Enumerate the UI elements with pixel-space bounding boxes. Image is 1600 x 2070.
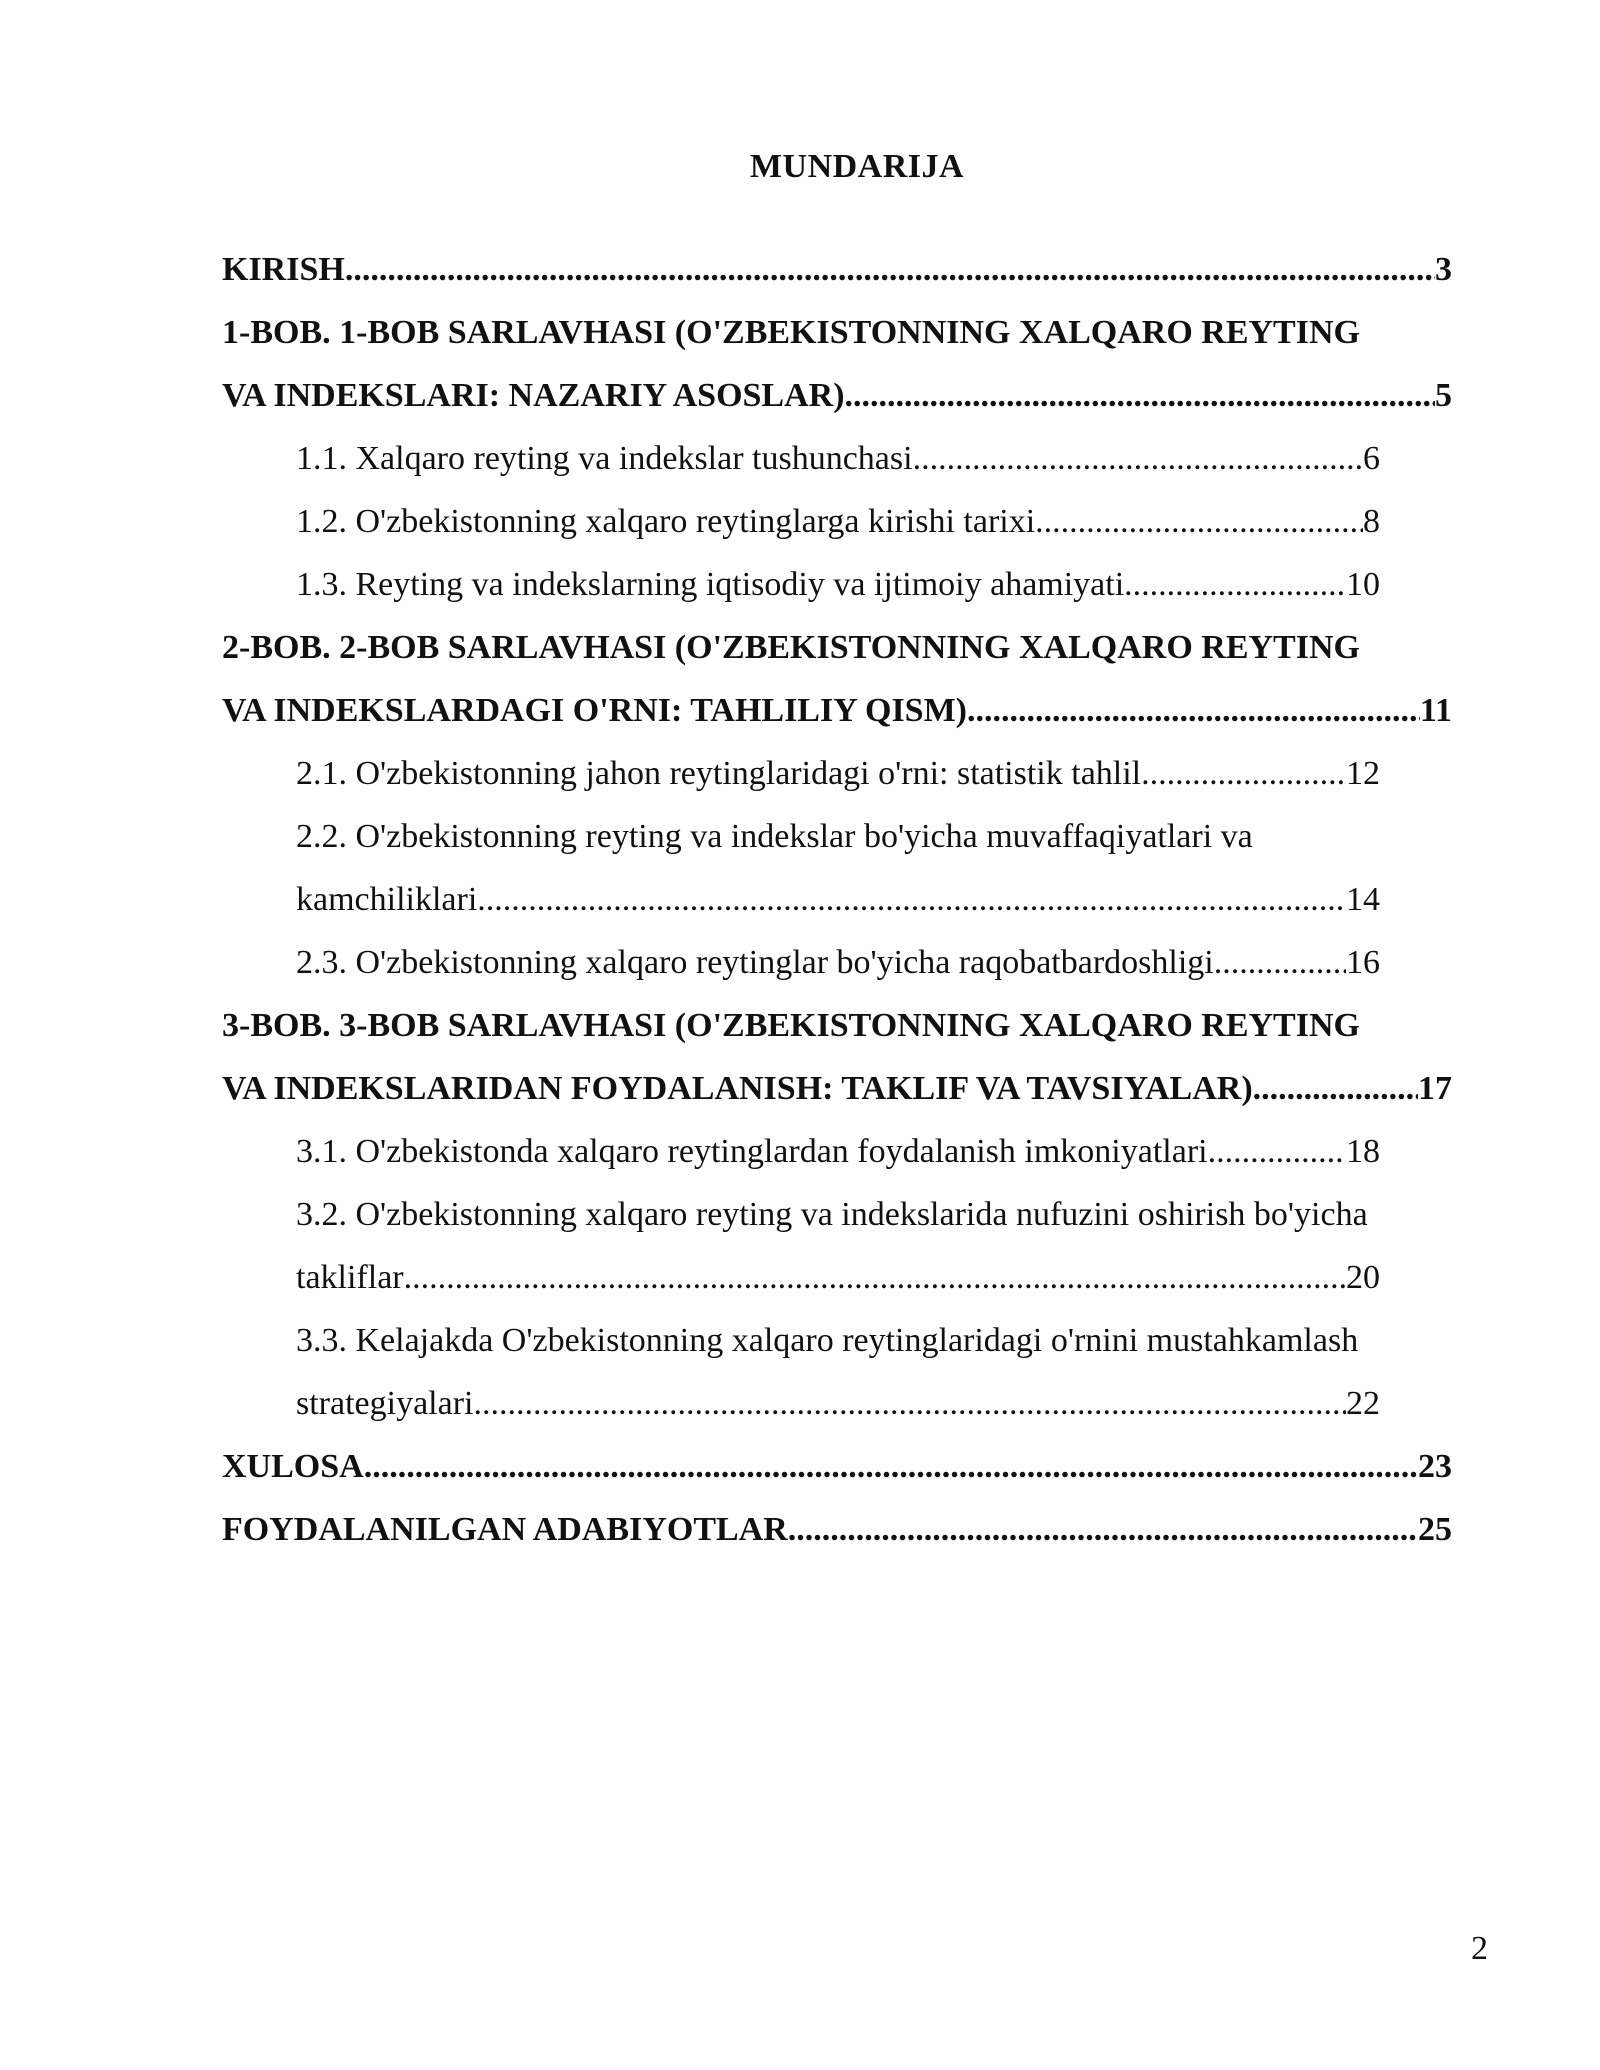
toc-entry-label: VA INDEKSLARIDAN FOYDALANISH: TAKLIF VA TAVSIYALAR) (222, 1070, 1253, 1107)
toc-entry-2-2-title-line[interactable]: 2.2. O'zbekistonning reyting va indekslar bo'yicha muvaffaqiyatlari va (296, 818, 1253, 855)
dot-leader (788, 1498, 1418, 1561)
toc-entry-page: 20 (1346, 1259, 1380, 1296)
toc-entry-label: VA INDEKSLARDAGI O'RNI: TAHLILIY QISM) (222, 692, 967, 729)
toc-entry-chapter-2[interactable] (222, 679, 1452, 742)
toc-entry-kirish[interactable] (222, 238, 1452, 301)
toc-entry-label: FOYDALANILGAN ADABIYOTLAR (222, 1511, 788, 1548)
dot-leader (1208, 1120, 1346, 1183)
toc-entry-page: 11 (1419, 692, 1452, 729)
toc-entry-label: strategiyalari (296, 1385, 474, 1422)
toc-entry-page: 8 (1363, 503, 1380, 540)
dot-leader (477, 868, 1346, 931)
dot-leader (1214, 931, 1346, 994)
toc-entry-page: 12 (1346, 755, 1380, 792)
dot-leader (404, 1246, 1346, 1309)
toc-chapter-1-title-line[interactable]: 1-BOB. 1-BOB SARLAVHASI (O'ZBEKISTONNING XALQARO REYTING (222, 314, 1360, 351)
dot-leader (1253, 1057, 1418, 1120)
toc-entry-chapter-1[interactable] (222, 364, 1452, 427)
toc-entry-2-1[interactable] (296, 742, 1380, 805)
toc-entry-page: 5 (1435, 377, 1452, 414)
toc-entry-3-2-title-line[interactable]: 3.2. O'zbekistonning xalqaro reyting va indekslarida nufuzini oshirish bo'yicha (296, 1196, 1368, 1233)
toc-entry-2-2[interactable] (296, 868, 1380, 931)
toc-entry-page: 3 (1435, 251, 1452, 288)
toc-entry-page: 22 (1346, 1385, 1380, 1422)
toc-entry-chapter-3[interactable] (222, 1057, 1452, 1120)
toc-entry-1-3[interactable] (296, 553, 1380, 616)
toc-entry-3-3[interactable] (296, 1372, 1380, 1435)
toc-entry-label: XULOSA (222, 1448, 364, 1485)
toc-entry-label: kamchiliklari (296, 881, 478, 918)
toc-entry-page: 25 (1418, 1511, 1452, 1548)
table-of-contents (222, 238, 1452, 1561)
page-number: 2 (1471, 1930, 1488, 1967)
toc-entry-3-1[interactable] (296, 1120, 1380, 1183)
toc-entry-page: 14 (1346, 881, 1380, 918)
toc-entry-page: 16 (1346, 944, 1380, 981)
dot-leader (1141, 742, 1346, 805)
toc-entry-xulosa[interactable] (222, 1435, 1452, 1498)
toc-entry-label: 1.3. Reyting va indekslarning iqtisodiy va ijtimoiy ahamiyati (296, 566, 1125, 603)
toc-entry-page: 18 (1346, 1133, 1380, 1170)
toc-chapter-3-title-line[interactable]: 3-BOB. 3-BOB SARLAVHASI (O'ZBEKISTONNING XALQARO REYTING (222, 1007, 1360, 1044)
toc-entry-label: VA INDEKSLARI: NAZARIY ASOSLAR) (222, 377, 845, 414)
toc-entry-label: takliflar (296, 1259, 404, 1296)
toc-entry-3-3-title-line[interactable]: 3.3. Kelajakda O'zbekistonning xalqaro reytinglaridagi o'rnini mustahkamlash (296, 1322, 1359, 1359)
dot-leader (845, 364, 1435, 427)
toc-entry-1-2[interactable] (296, 490, 1380, 553)
dot-leader (1035, 490, 1363, 553)
dot-leader (473, 1372, 1346, 1435)
toc-entry-label: 3.1. O'zbekistonda xalqaro reytinglardan foydalanish imkoniyatlari (296, 1133, 1208, 1170)
toc-entry-label: 2.3. O'zbekistonning xalqaro reytinglar bo'yicha raqobatbardoshligi (296, 944, 1214, 981)
toc-chapter-2-title-line[interactable]: 2-BOB. 2-BOB SARLAVHASI (O'ZBEKISTONNING XALQARO REYTING (222, 629, 1360, 666)
toc-entry-page: 6 (1363, 440, 1380, 477)
page-title: MUNDARIJA (749, 148, 965, 185)
toc-entry-3-2[interactable] (296, 1246, 1380, 1309)
dot-leader (1124, 553, 1346, 616)
dot-leader (345, 238, 1435, 301)
dot-leader (967, 679, 1420, 742)
toc-entry-label: 1.1. Xalqaro reyting va indekslar tushunchasi (296, 440, 913, 477)
toc-entry-page: 10 (1346, 566, 1380, 603)
toc-entry-1-1[interactable] (296, 427, 1380, 490)
toc-entry-page: 17 (1418, 1070, 1452, 1107)
toc-entry-label: 1.2. O'zbekistonning xalqaro reytinglarga kirishi tarixi (296, 503, 1036, 540)
toc-entry-page: 23 (1418, 1448, 1452, 1485)
toc-entry-adabiyotlar[interactable] (222, 1498, 1452, 1561)
toc-entry-label: KIRISH (222, 251, 345, 288)
toc-entry-label: 2.1. O'zbekistonning jahon reytinglaridagi o'rni: statistik tahlil (296, 755, 1142, 792)
dot-leader (913, 427, 1363, 490)
dot-leader (364, 1435, 1418, 1498)
toc-entry-2-3[interactable] (296, 931, 1380, 994)
